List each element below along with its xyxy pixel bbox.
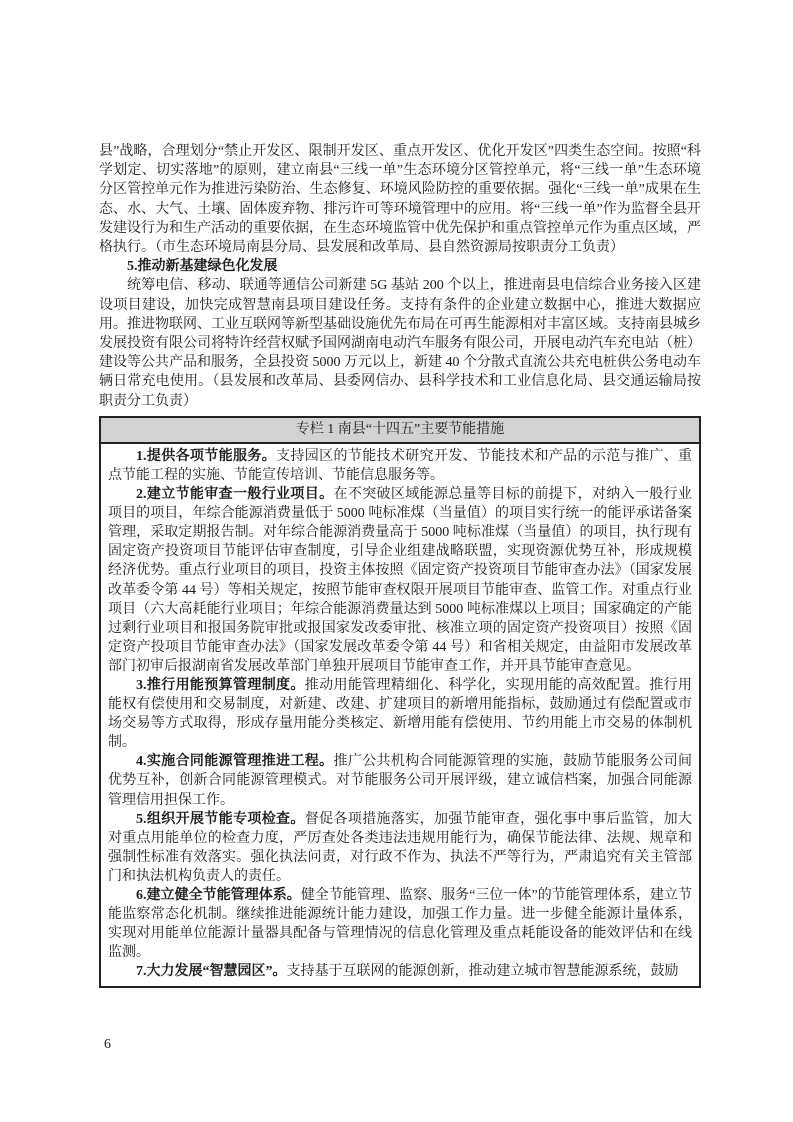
box-item-7 bbox=[108, 962, 692, 981]
box-item-7-lead: 7.大力发展“智慧园区”。 bbox=[136, 964, 287, 980]
box-item-6-text: 健全节能管理、监察、服务“三位一体”的节能管理体系，建立节能监察常态化机制。继续推进能源统计能力建设，加强工作力量。进一步健全能源计量体系，实现对用能单位能源计量器具配备与管理情况的信息化管理及重点耗能设备的能效评估和在线监测。 bbox=[108, 888, 692, 961]
box-item-5-lead: 5.组织开展节能专项检查。 bbox=[136, 811, 305, 827]
column-box-title: 专栏 1 南县“十四五”主要节能措施 bbox=[101, 418, 699, 444]
box-item-2-text: 在不突破区域能源总量等目标的前提下，对纳入一般行业项目的项目，年综合能源消费量低于 5000 吨标准煤（当量值）的项目实行统一的能评承诺备案管理，采取定期报告制。对年综合能源消费量高于 5000 吨标准煤（当量值）的项目，执行现有固定资产投资项目节能评估审查制度，引导企业组建战略联盟，实现资源优势互补，形成规模经济优势。重点行业项目的项目，投资主体按照《固定资产投资项目节能审查办法》（国家发展改革委令第 44 号）等相关规定，按照节能审查权限开展项目节能审查、监管工作。对重点行业项目（六大高耗能行业项目；年综合能源消费量达到 5000 吨标准煤以上项目；国家确定的产能过剩行业项目和报国务院审批或报国家发改委审批、核准立项的固定资产投资项目）按照《固定资产投项目节能审查办法》（国家发展改革委令第 44 号）和省相关规定，由益阳市发展改革部门初审后报湖南省发展改革部门单独开展项目节能审查工作，并开具节能审查意见。 bbox=[108, 487, 693, 674]
box-item-6-lead: 6.建立健全节能管理体系。 bbox=[136, 888, 301, 903]
box-item-6 bbox=[108, 886, 692, 962]
box-item-7-text: 支持基于互联网的能源创新，推动建立城市智慧能源系统，鼓励 bbox=[286, 964, 679, 980]
box-item-5-text: 督促各项措施落实，加强节能审查，强化事中事后监管，加大对重点用能单位的检查力度，严厉查处各类违法违规用能行为，确保节能法律、法规、规章和强制性标准有效落实。强化执法问责，对行政不作为、执法不严等行为，严肃追究有关主管部门和执法机构负责人的责任。 bbox=[108, 811, 693, 884]
column-box-body bbox=[101, 444, 699, 987]
box-item-5 bbox=[108, 810, 692, 886]
page-number: 6 bbox=[104, 1037, 111, 1052]
page-content bbox=[99, 142, 701, 988]
section-5-heading: 5.推动新基建绿色化发展 bbox=[127, 259, 278, 275]
section-5-paragraph: 统筹电信、移动、联通等通信公司新建 5G 基站 200 个以上，推进南县电信综合业务接入区建设项目建设，加快完成智慧南县项目建设任务。支持有条件的企业建立数据中心，推进大数据应用。推进物联网、工业互联网等新型基础设施优先布局在可再生能源相对丰富区域。支持南县城乡发展投资有限公司将特许经营权赋予国网湖南电动汽车服务有限公司，开展电动汽车充电站（桩）建设等公共产品和服务，全县投资 5000 万元以上，新建 40 个分散式直流公共充电桩供公务电动车辆日常充电使用。（县发展和改革局、县委网信办、县科学技术和工业信息化局、县交通运输局按职责分工负责） bbox=[99, 278, 701, 409]
box-item-2-lead: 2.建立节能审查一般行业项目。 bbox=[136, 487, 334, 503]
box-item-4 bbox=[108, 752, 692, 809]
column-box-energy-measures bbox=[99, 416, 701, 989]
box-item-3-lead: 3.推行用能预算管理制度。 bbox=[136, 677, 305, 693]
box-item-3 bbox=[108, 676, 692, 752]
box-item-1-text: 支持园区的节能技术研究开发、节能技术和产品的示范与推广、重点节能工程的实施、节能宣传培训、节能信息服务等。 bbox=[108, 448, 693, 483]
box-item-2 bbox=[108, 485, 692, 676]
box-item-1-lead: 1.提供各项节能服务。 bbox=[136, 448, 277, 464]
box-item-3-text: 推动用能管理精细化、科学化，实现用能的高效配置。推行用能权有偿使用和交易制度，对新建、改建、扩建项目的新增用能指标，鼓励通过有偿配置或市场交易等方式取得，形成存量用能分类核定、新增用能有偿使用、节约用能上市交易的体制机制。 bbox=[108, 677, 693, 751]
box-item-4-text: 推广公共机构合同能源管理的实施，鼓励节能服务公司间优势互补，创新合同能源管理模式。对节能服务公司开展评级，建立诚信档案，加强合同能源管理信用担保工作。 bbox=[108, 754, 693, 808]
paragraph-continuation: 县”战略，合理划分“禁止开发区、限制开发区、重点开发区、优化开发区”四类生态空间。按照“科学划定、切实落地”的原则，建立南县“三线一单”生态环境分区管控单元，将“三线一单”生态环境分区管控单元作为推进污染防治、生态修复、环境风险防控的重要依据。强化“三线一单”成果在生态、水、大气、土壤、固体废弃物、排污许可等环境管理中的应用。将“三线一单”作为监督全县开发建设行为和生产活动的重要依据，在生态环境监管中优先保护和重点管控单元作为重点区域，严格执行。（市生态环境局南县分局、县发展和改革局、县自然资源局按职责分工负责） bbox=[99, 144, 701, 256]
box-item-4-lead: 4.实施合同能源管理推进工程。 bbox=[136, 754, 334, 770]
box-item-1 bbox=[108, 447, 692, 485]
